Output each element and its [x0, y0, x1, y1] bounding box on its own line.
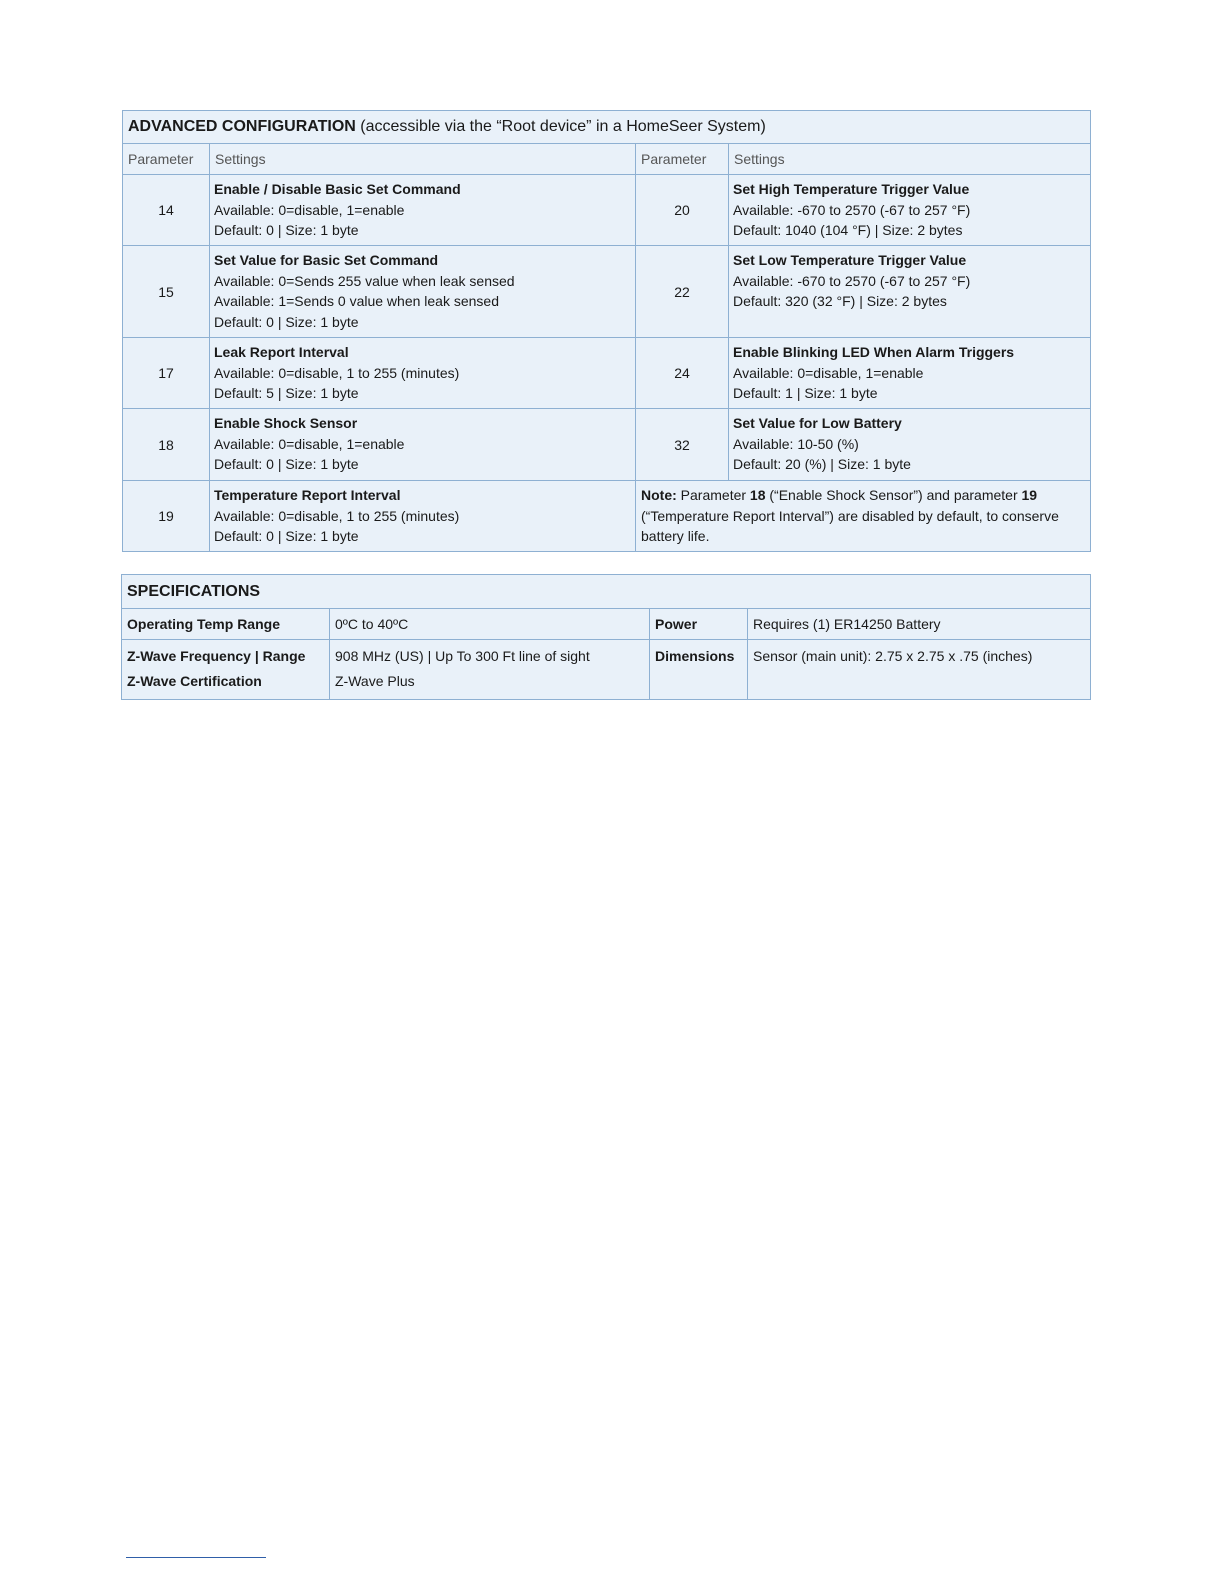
certification-value: Z-Wave Plus	[335, 673, 415, 689]
note-label: Note:	[641, 487, 677, 503]
setting-name: Enable Blinking LED When Alarm Triggers	[733, 344, 1015, 360]
parameter-settings	[729, 409, 1091, 481]
parameter-settings	[210, 409, 636, 481]
column-header-settings: Settings	[210, 144, 636, 175]
column-header-settings: Settings	[729, 144, 1091, 175]
parameter-number: 14	[123, 175, 210, 246]
parameter-number: 22	[636, 246, 729, 338]
parameter-settings	[729, 338, 1091, 409]
dimensions-label: Dimensions	[650, 640, 748, 700]
dimensions-value: Sensor (main unit): 2.75 x 2.75 x .75 (inches)	[748, 640, 1091, 700]
parameter-number: 18	[123, 409, 210, 481]
setting-name: Leak Report Interval	[214, 344, 349, 360]
setting-line: Default: 0 | Size: 1 byte	[214, 313, 359, 330]
zwave-labels	[122, 640, 330, 700]
setting-line: Available: 0=disable, 1=enable	[214, 201, 405, 218]
setting-line: Default: 0 | Size: 1 byte	[214, 222, 359, 238]
setting-line: Default: 20 (%) | Size: 1 byte	[733, 456, 911, 472]
power-value: Requires (1) ER14250 Battery	[748, 609, 1091, 640]
setting-line: Available: -670 to 2570 (-67 to 257 °F)	[733, 201, 971, 218]
setting-name: Enable / Disable Basic Set Command	[214, 181, 461, 197]
setting-name: Set High Temperature Trigger Value	[733, 181, 970, 197]
parameter-settings	[210, 246, 636, 338]
setting-name: Enable Shock Sensor	[214, 415, 358, 431]
column-header-parameter: Parameter	[636, 144, 729, 175]
setting-line: Available: 0=disable, 1 to 255 (minutes)	[214, 507, 460, 524]
advanced-configuration-table	[122, 110, 1091, 552]
setting-line: Available: 10-50 (%)	[733, 435, 859, 452]
parameter-settings	[210, 338, 636, 409]
table-row	[122, 640, 1091, 700]
certification-label: Z-Wave Certification	[127, 673, 262, 689]
setting-line: Available: 0=disable, 1=enable	[733, 364, 924, 381]
table-row	[123, 409, 1091, 481]
footnote-separator	[126, 1557, 266, 1558]
operating-temp-label: Operating Temp Range	[122, 609, 330, 640]
parameter-settings	[210, 175, 636, 246]
note-cell: Note: Parameter 18 (“Enable Shock Sensor”) and parameter 19 (“Temperature Report Interval”) are disabled by default, to conserve battery life.	[636, 481, 1091, 552]
table-row	[122, 609, 1091, 640]
advanced-configuration-title: ADVANCED CONFIGURATION (accessible via the “Root device” in a HomeSeer System)	[123, 111, 1091, 144]
setting-line: Default: 0 | Size: 1 byte	[214, 528, 359, 544]
parameter-number: 24	[636, 338, 729, 409]
table-row	[123, 481, 1091, 552]
setting-name: Temperature Report Interval	[214, 487, 401, 503]
specifications-title: SPECIFICATIONS	[122, 575, 1091, 609]
setting-line: Default: 1040 (104 °F) | Size: 2 bytes	[733, 222, 963, 238]
parameter-settings	[729, 246, 1091, 338]
table-row	[123, 246, 1091, 338]
specifications-table	[121, 574, 1091, 700]
table-row	[123, 338, 1091, 409]
setting-line: Default: 1 | Size: 1 byte	[733, 385, 878, 401]
frequency-value: 908 MHz (US) | Up To 300 Ft line of sight	[335, 648, 590, 664]
parameter-settings	[210, 481, 636, 552]
setting-name: Set Value for Low Battery	[733, 415, 902, 431]
header-row	[123, 144, 1091, 175]
power-label: Power	[650, 609, 748, 640]
parameter-number: 32	[636, 409, 729, 481]
setting-line: Available: 0=Sends 255 value when leak sensed	[214, 272, 515, 289]
setting-line: Default: 0 | Size: 1 byte	[214, 456, 359, 472]
setting-name: Set Value for Basic Set Command	[214, 252, 439, 268]
setting-line: Available: 1=Sends 0 value when leak sensed	[214, 293, 499, 309]
parameter-number: 20	[636, 175, 729, 246]
zwave-values	[330, 640, 650, 700]
parameter-settings	[729, 175, 1091, 246]
setting-line: Default: 320 (32 °F) | Size: 2 bytes	[733, 293, 947, 309]
table-row	[123, 175, 1091, 246]
parameter-number: 15	[123, 246, 210, 338]
setting-line: Available: 0=disable, 1=enable	[214, 435, 405, 452]
setting-line: Available: 0=disable, 1 to 255 (minutes)	[214, 364, 460, 381]
parameter-number: 19	[123, 481, 210, 552]
setting-line: Available: -670 to 2570 (-67 to 257 °F)	[733, 272, 971, 289]
setting-line: Default: 5 | Size: 1 byte	[214, 385, 359, 401]
frequency-label: Z-Wave Frequency | Range	[127, 648, 306, 664]
operating-temp-value: 0ºC to 40ºC	[330, 609, 650, 640]
setting-name: Set Low Temperature Trigger Value	[733, 252, 967, 268]
parameter-number: 17	[123, 338, 210, 409]
column-header-parameter: Parameter	[123, 144, 210, 175]
